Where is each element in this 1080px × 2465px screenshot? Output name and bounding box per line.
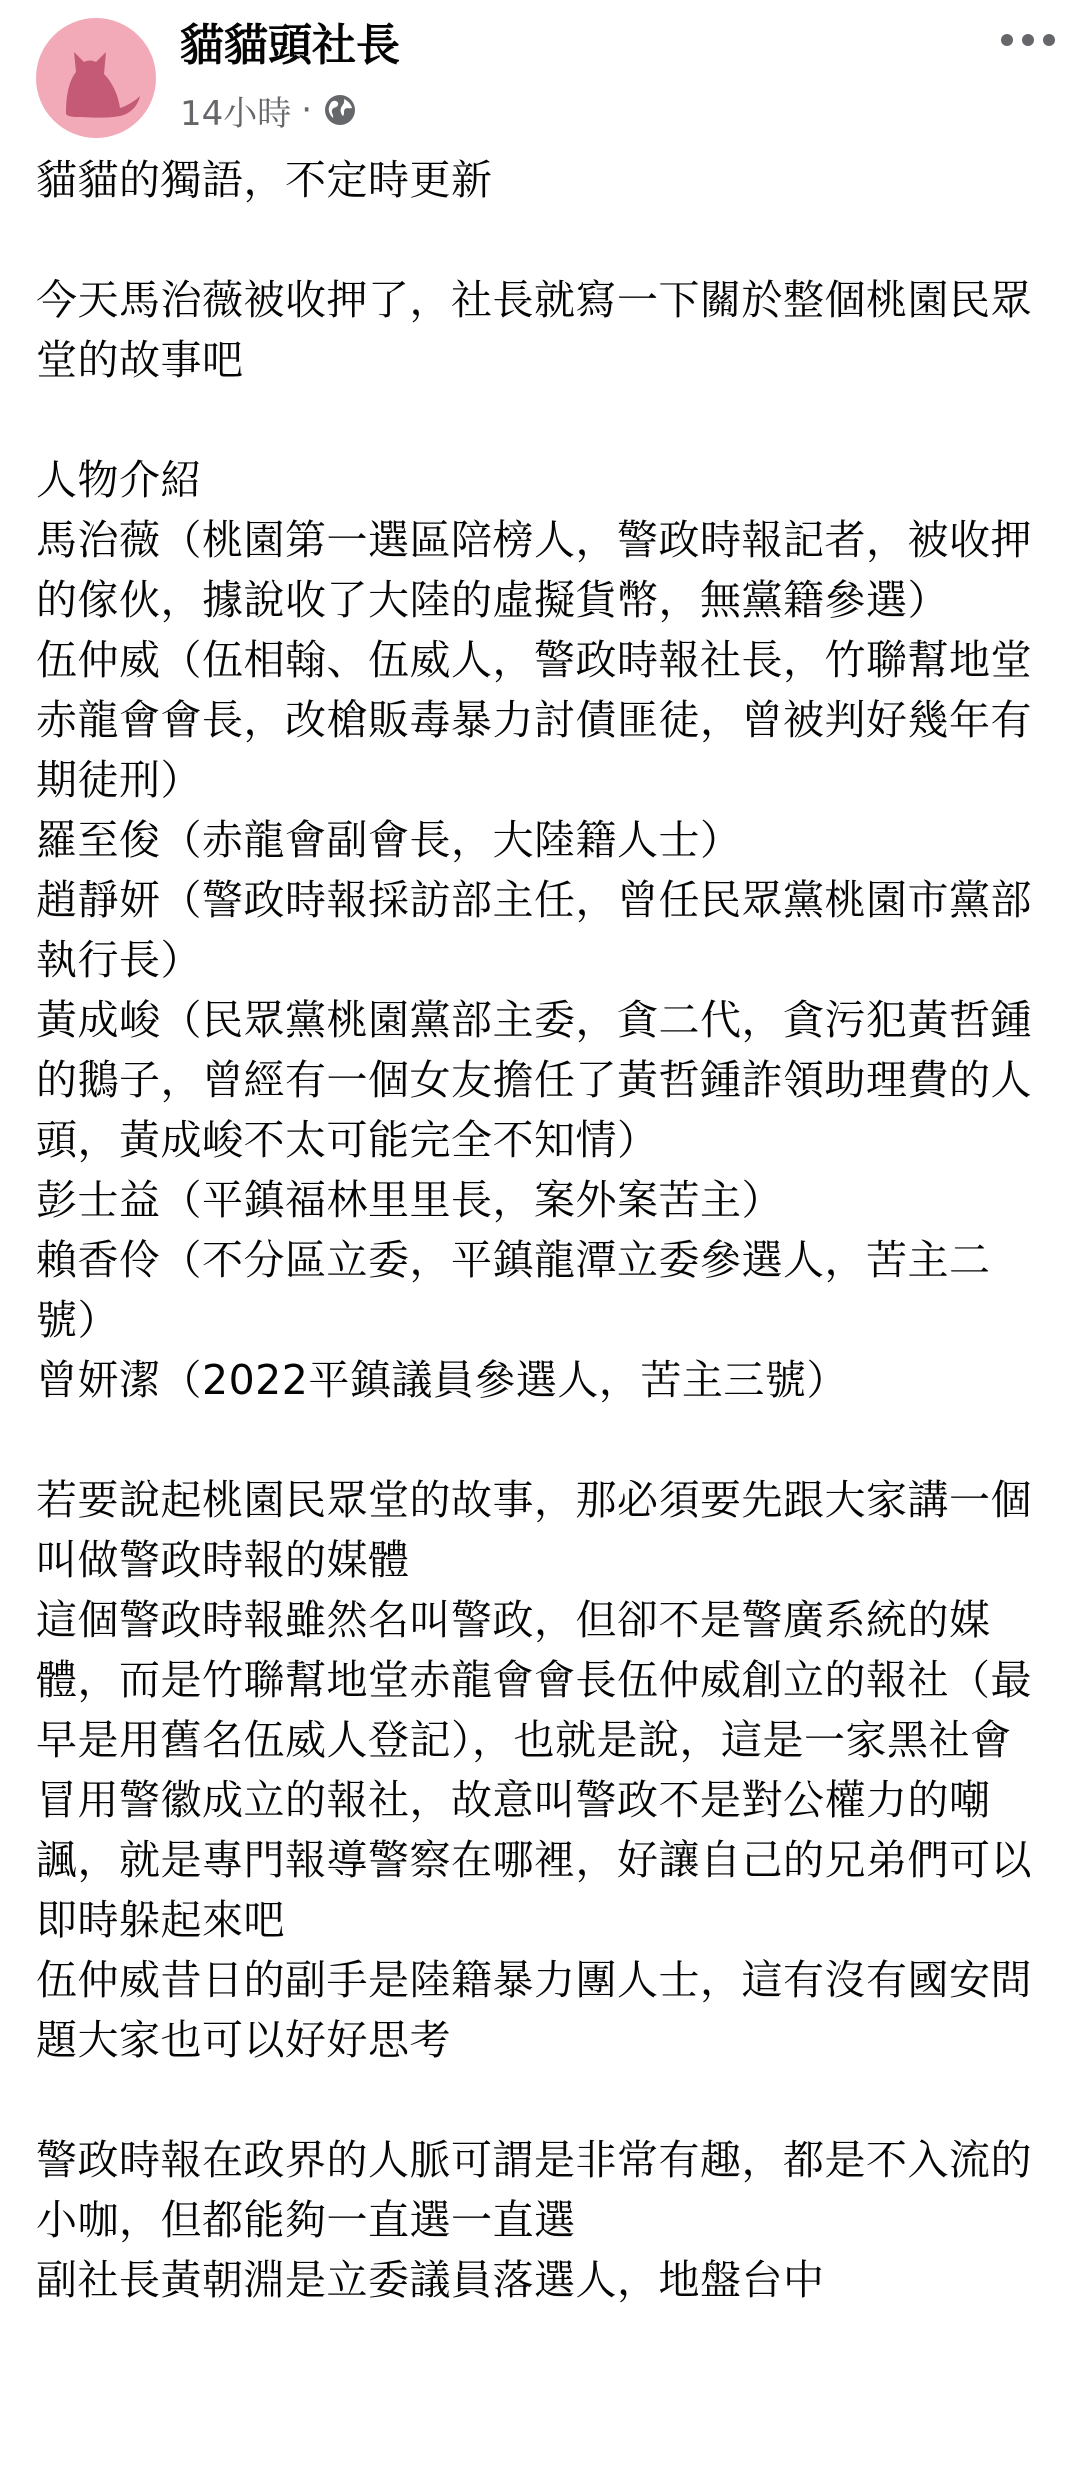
paragraph-gap bbox=[36, 1410, 1052, 1470]
more-options-button[interactable] bbox=[996, 16, 1060, 64]
paragraph-gap bbox=[36, 390, 1052, 450]
post-paragraph: 警政時報在政界的人脈可謂是非常有趣，都是不入流的小咖，但都能夠一直選一直選 副社長黃朝淵是立委議員落選人，地盤台中 bbox=[36, 2136, 1032, 2304]
meta-separator: · bbox=[301, 90, 313, 130]
post-paragraph: 人物介紹 馬治薇（桃園第一選區陪榜人，警政時報記者，被收押的傢伙，據說收了大陸的虛擬貨幣，無黨籍參選） 伍仲威（伍相翰、伍威人，警政時報社長，竹聯幫地堂赤龍會會長，改槍販毒暴力討債匪徒，曾被判好幾年有期徒刑） 羅至俊（赤龍會副會長，大陸籍人士） 趙靜妍（警政時報採訪部主任，曾任民眾黨桃園市黨部執行長） 黃成峻（民眾黨桃園黨部主委，貪二代，貪污犯黃哲鍾的鵝子，曾經有一個女友擔任了黃哲鍾詐領助理費的人頭，黃成峻不太可能完全不知情） 彭士益（平鎮福林里里長，案外案苦主） 賴香伶（不分區立委，平鎮龍潭立委參選人，苦主二號） 曾妍潔（2022平鎮議員參選人，苦主三號） bbox=[36, 456, 1032, 1404]
post-paragraph: 若要說起桃園民眾堂的故事，那必須要先跟大家講一個叫做警政時報的媒體 這個警政時報雖然名叫警政，但卻不是警廣系統的媒體，而是竹聯幫地堂赤龍會會長伍仲威創立的報社（最早是用舊名伍威人登記），也就是說，這是一家黑社會冒用警徽成立的報社，故意叫警政不是對公權力的嘲諷，就是專門報導警察在哪裡，好讓自己的兄弟們可以即時躲起來吧 伍仲威昔日的副手是陸籍暴力團人士，這有沒有國安問題大家也可以好好思考 bbox=[36, 1476, 1032, 2064]
globe-icon[interactable] bbox=[322, 92, 358, 128]
paragraph-gap bbox=[36, 2070, 1052, 2130]
author-name[interactable]: 貓貓頭社長 bbox=[180, 20, 400, 71]
post-meta bbox=[180, 84, 358, 136]
post-body bbox=[36, 150, 1052, 2310]
avatar[interactable] bbox=[36, 18, 156, 138]
cat-silhouette-icon bbox=[36, 18, 156, 138]
more-options-icon bbox=[1000, 33, 1056, 47]
post-paragraph: 貓貓的獨語，不定時更新 bbox=[36, 156, 493, 204]
paragraph-gap bbox=[36, 210, 1052, 270]
post-paragraph: 今天馬治薇被收押了，社長就寫一下關於整個桃園民眾堂的故事吧 bbox=[36, 276, 1032, 384]
post-header bbox=[0, 0, 1080, 150]
post-time[interactable]: 14小時 bbox=[180, 93, 292, 134]
